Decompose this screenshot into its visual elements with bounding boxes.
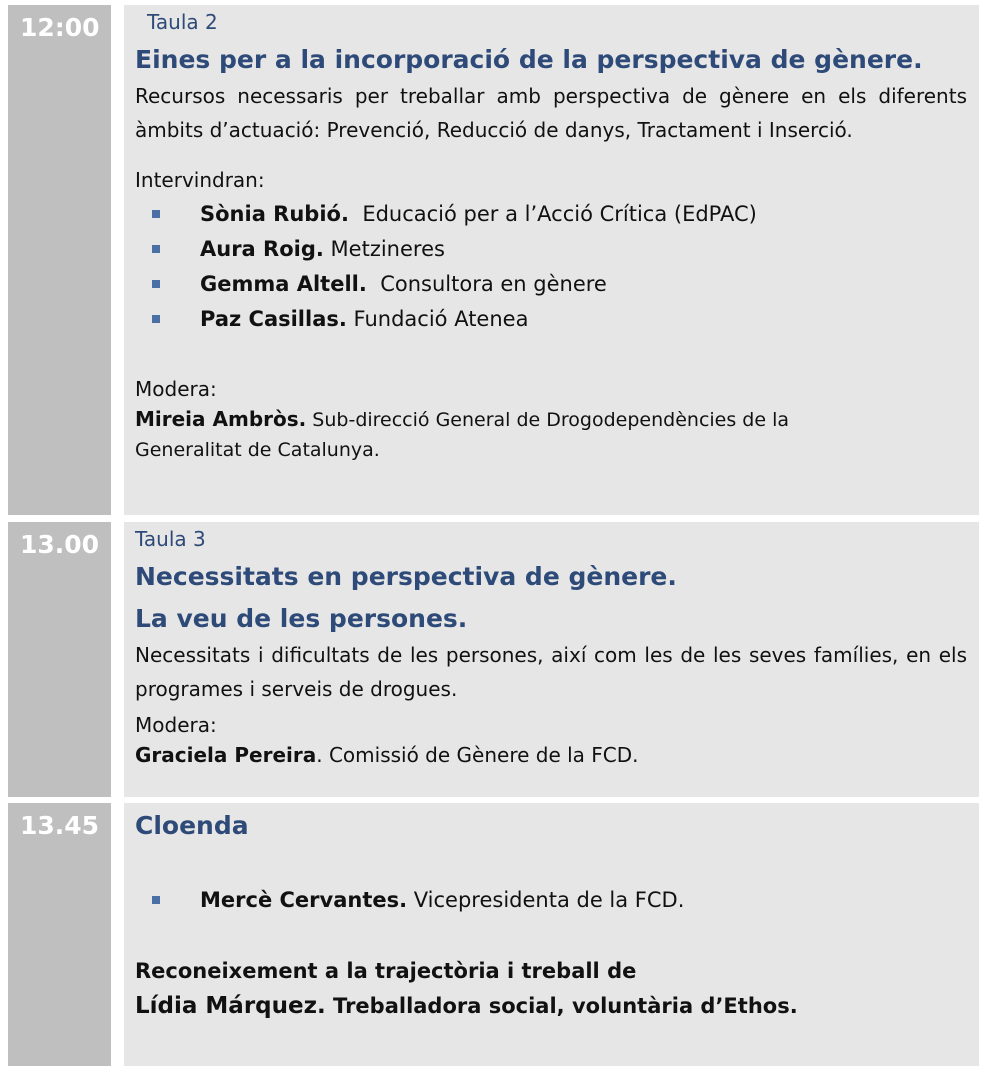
session-time: 13.45 [20, 811, 100, 840]
moderator-org: Sub-direcció General de Drogodependències de la [312, 409, 790, 431]
session-title-line1: Necessitats en perspectiva de gènere. [135, 562, 677, 591]
session-description: Necessitats i dificultats de les persones, així com les de les seves famílies, en els programes i serveis de drogues. [135, 643, 967, 701]
recognition-rest: Treballadora social, voluntària d’Ethos. [333, 994, 798, 1018]
speaker-name: Paz Casillas. [200, 307, 347, 331]
bullet-square-icon [152, 315, 160, 323]
moderator-name: Mireia Ambròs. [135, 407, 307, 431]
speaker-name: Sònia Rubió. [200, 202, 349, 226]
speakers-list [135, 883, 967, 918]
speaker-name: Aura Roig. [200, 237, 324, 261]
speakers-label: Intervindran: [135, 168, 265, 192]
content-cell [124, 803, 979, 1066]
speakers-list [135, 197, 967, 337]
recognition-line1: Reconeixement a la trajectòria i treball de [135, 959, 637, 983]
moderator-name: Graciela Pereira [135, 743, 317, 767]
time-cell [8, 803, 111, 1066]
session-time: 13.00 [20, 530, 100, 559]
list-item [135, 302, 967, 337]
content-cell [124, 5, 979, 515]
speaker-name: Gemma Altell. [200, 272, 367, 296]
speaker-name: Mercè Cervantes. [200, 888, 408, 912]
list-item [135, 883, 967, 918]
bullet-square-icon [152, 896, 160, 904]
time-cell [8, 522, 111, 797]
moderator-label: Modera: [135, 377, 217, 401]
list-item [135, 197, 967, 232]
bullet-square-icon [152, 210, 160, 218]
session-1200 [0, 5, 985, 515]
recognition-name: Lídia Márquez. [135, 993, 326, 1019]
session-title: Eines per a la incorporació de la perspectiva de gènere. [135, 45, 923, 74]
table-label: Taula 2 [147, 10, 218, 34]
session-title-line2: La veu de les persones. [135, 604, 468, 633]
recognition-line2 [135, 989, 967, 1024]
list-item [135, 267, 967, 302]
list-item [135, 232, 967, 267]
table-label: Taula 3 [135, 527, 206, 551]
speaker-org: Educació per a l’Acció Crítica (EdPAC) [362, 202, 757, 226]
speaker-org: Fundació Atenea [353, 307, 529, 331]
time-cell [8, 5, 111, 515]
bullet-square-icon [152, 280, 160, 288]
speaker-org: Vicepresidenta de la FCD. [413, 888, 685, 912]
speaker-org: Consultora en gènere [380, 272, 607, 296]
moderator-org-line2: Generalitat de Catalunya. [135, 439, 380, 461]
moderator-label: Modera: [135, 713, 217, 737]
moderator-org: . Comissió de Gènere de la FCD. [316, 743, 639, 767]
content-cell [124, 522, 979, 797]
session-title: Cloenda [135, 811, 249, 840]
session-description: Recursos necessaris per treballar amb perspectiva de gènere en els diferents àmbits d’actuació: Prevenció, Reducció de danys, Tractament i Inserció. [135, 84, 967, 142]
speaker-org: Metzineres [330, 237, 445, 261]
moderator-line [135, 740, 967, 770]
session-1300 [0, 522, 985, 797]
bullet-square-icon [152, 245, 160, 253]
moderator-line [135, 404, 967, 435]
session-time: 12:00 [20, 13, 100, 42]
session-1345 [0, 803, 985, 1066]
